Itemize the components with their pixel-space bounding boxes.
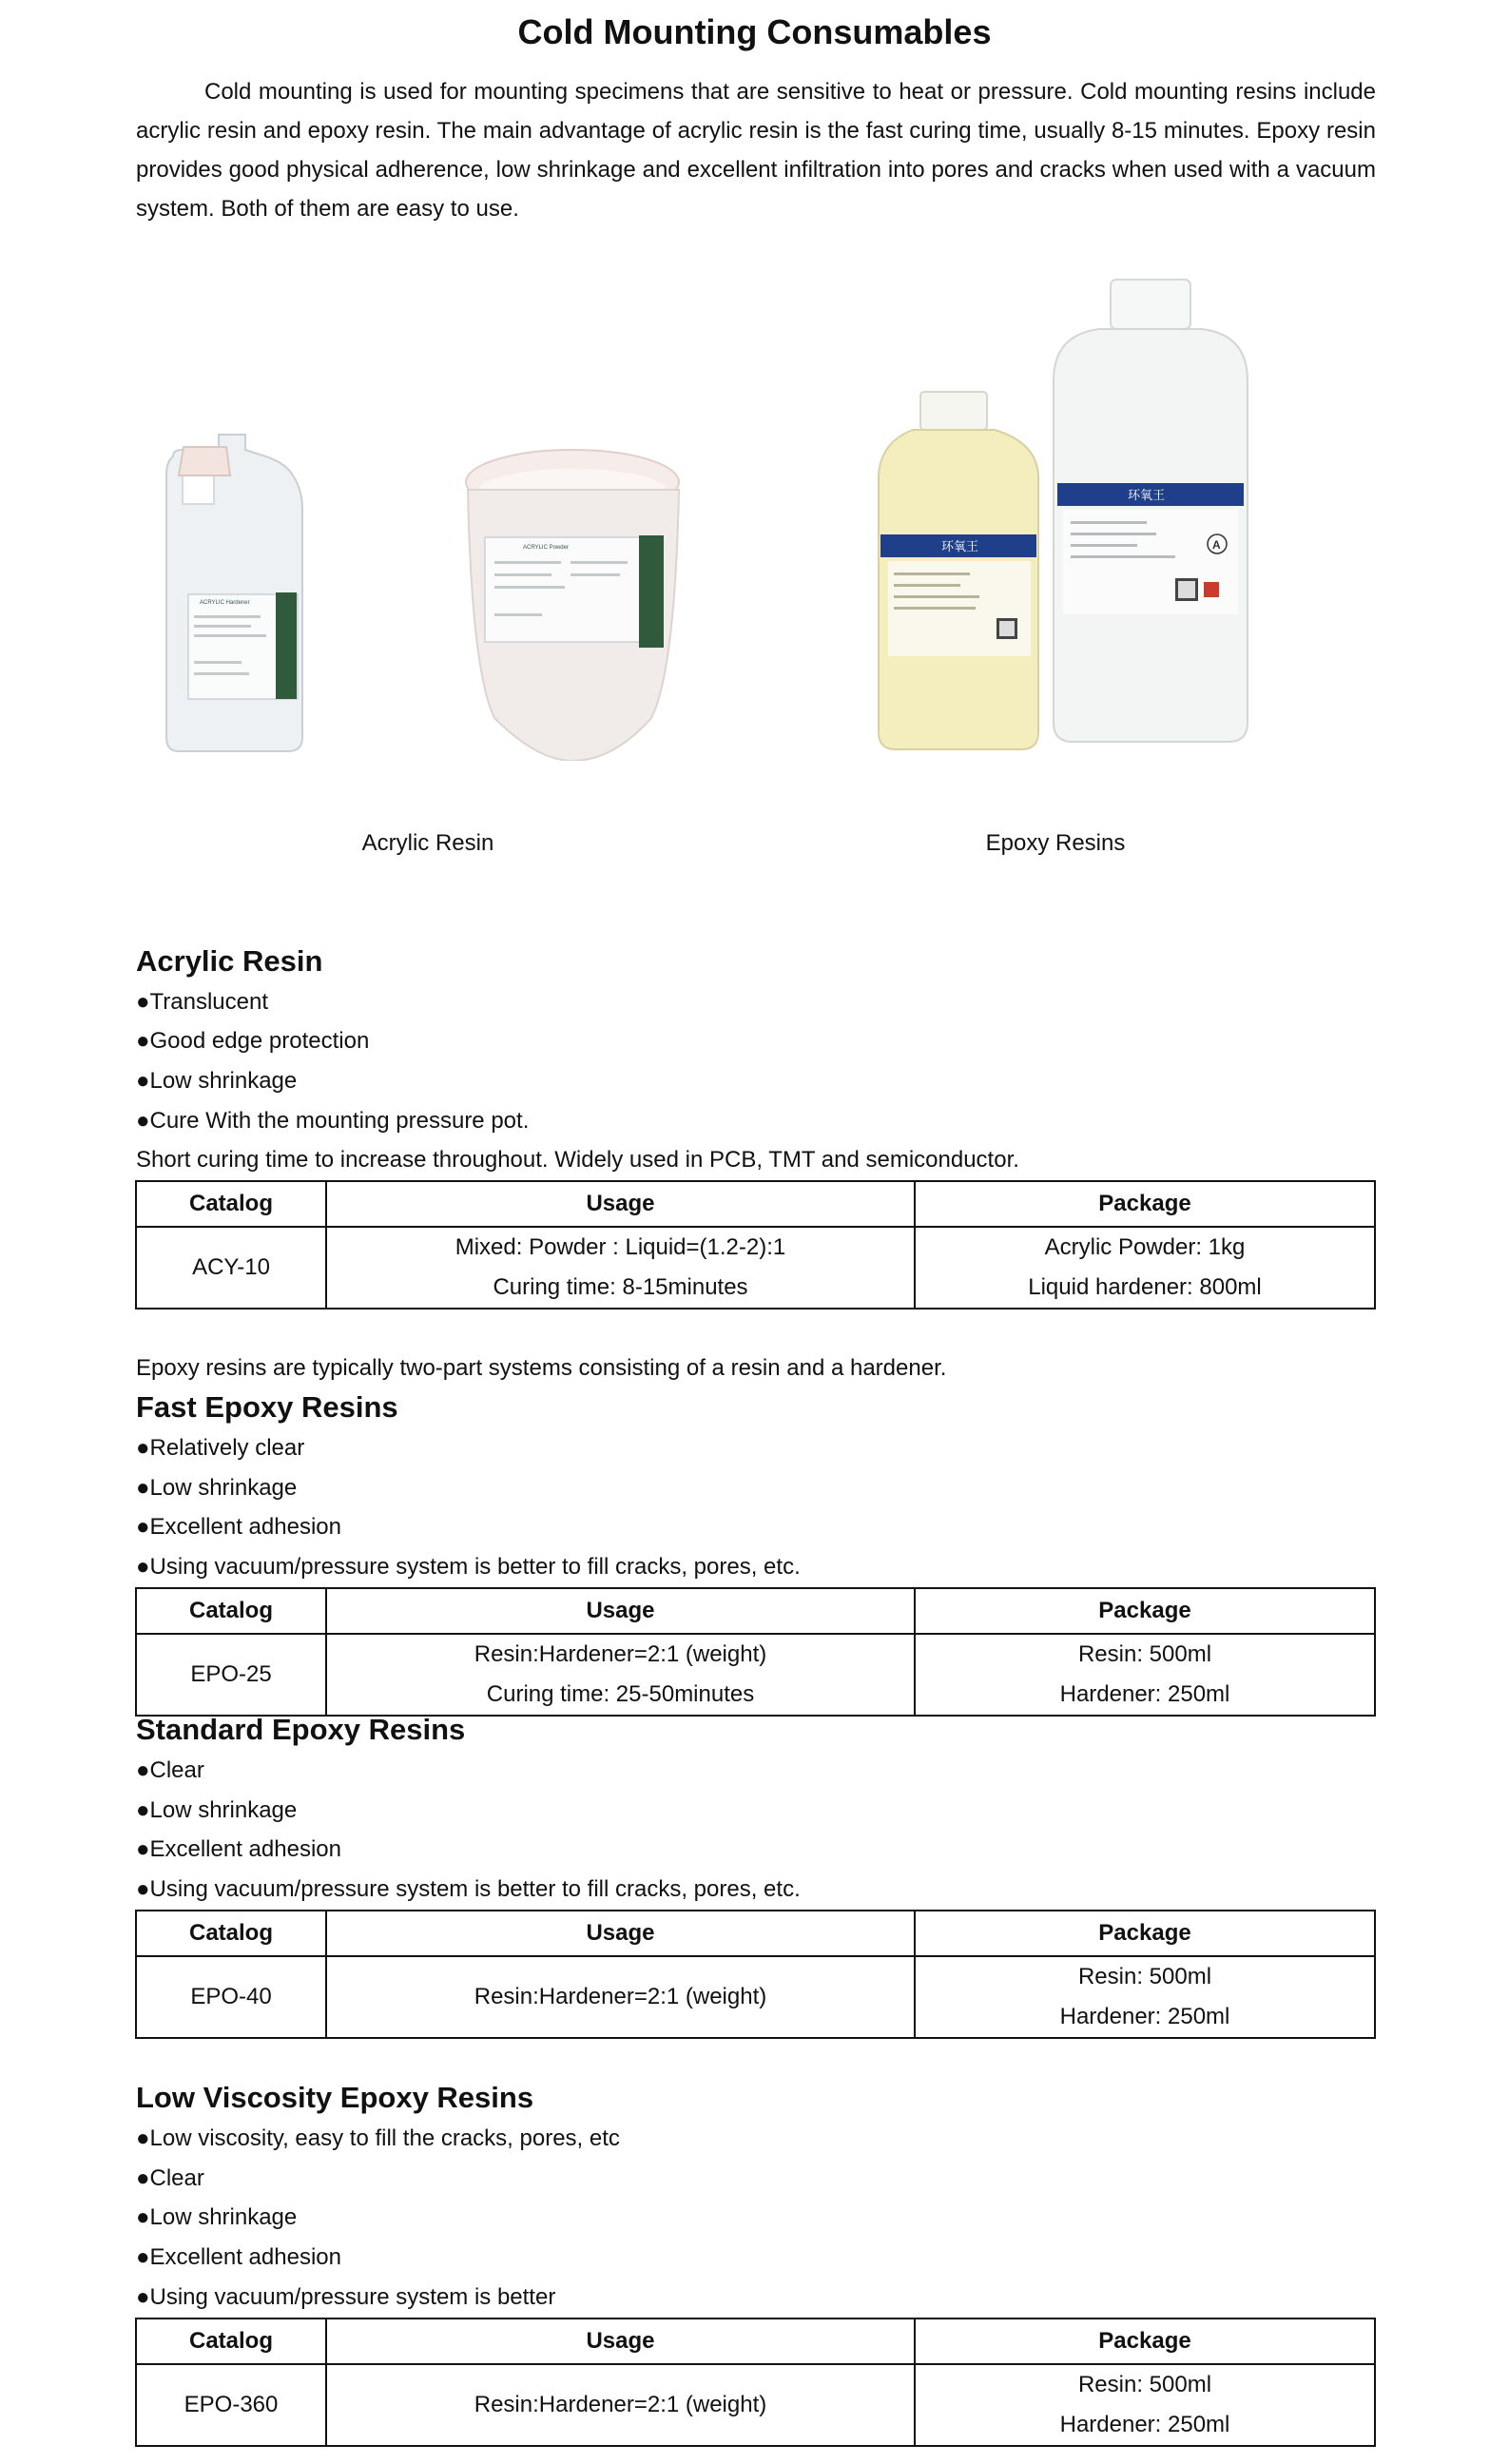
usage-cell <box>326 1227 915 1309</box>
acrylic-hardener-jug <box>166 435 302 751</box>
bullet-item: ●Excellent adhesion <box>136 2244 341 2270</box>
usage-line: Curing time: 25-50minutes <box>486 1681 755 1707</box>
usage-line: Mixed: Powder : Liquid=(1.2-2):1 <box>455 1234 786 1260</box>
usage-header: Usage <box>326 1181 915 1227</box>
catalog-cell <box>136 2364 326 2446</box>
bullet-item: ●Cure With the mounting pressure pot. <box>136 1108 530 1134</box>
package-cell <box>915 2364 1375 2446</box>
package-cell <box>915 1634 1375 1716</box>
package-header: Package <box>915 1181 1375 1227</box>
bullet-item: ●Low shrinkage <box>136 1475 298 1501</box>
fast-epoxy-heading: Fast Epoxy Resins <box>136 1390 398 1424</box>
package-line: Liquid hardener: 800ml <box>1028 1274 1262 1300</box>
package-line: Hardener: 250ml <box>1059 1681 1230 1707</box>
package-line: Hardener: 250ml <box>1059 2004 1230 2029</box>
epoxy-large-bottle <box>1054 280 1248 742</box>
package-header: Package <box>915 1588 1375 1634</box>
catalog-cell <box>136 1634 326 1716</box>
acrylic-note: Short curing time to increase throughout. Widely used in PCB, TMT and semiconductor. <box>136 1147 1019 1173</box>
table-row <box>136 1956 1375 2038</box>
standard-epoxy-heading: Standard Epoxy Resins <box>136 1713 466 1746</box>
usage-line: Resin:Hardener=2:1 (weight) <box>474 1641 767 1667</box>
intro-paragraph: Cold mounting is used for mounting specimens that are sensitive to heat or pressure. Cold mounting resins include acrylic resin and epoxy resin. The main advantage of acrylic resin is the fast curing time, usually 8-15 minutes. Epoxy resin provides good physical adherence, low shrinkage and excellent infiltration into pores and cracks when used with a vacuum system. Both of them are easy to use. <box>136 79 1376 222</box>
package-line: Acrylic Powder: 1kg <box>1044 1234 1246 1260</box>
acrylic-powder-label: ACRYLIC Powder <box>523 545 569 551</box>
bullet-item: ●Low shrinkage <box>136 1068 298 1094</box>
usage-header: Usage <box>326 1588 915 1634</box>
catalog-value: EPO-360 <box>184 2392 279 2417</box>
package-cell <box>915 1227 1375 1309</box>
table-header-row <box>136 1588 1375 1634</box>
catalog-header: Catalog <box>136 2318 326 2364</box>
catalog-header: Catalog <box>136 1588 326 1634</box>
catalog-header: Catalog <box>136 1181 326 1227</box>
bullet-item: ●Low shrinkage <box>136 1797 298 1823</box>
catalog-header: Catalog <box>136 1911 326 1956</box>
usage-cell <box>326 1956 915 2038</box>
bullet-item: ●Clear <box>136 2165 204 2191</box>
package-line: Resin: 500ml <box>1077 1641 1212 1667</box>
package-line: Hardener: 250ml <box>1059 2412 1230 2437</box>
epoxy-large-label: 环氧王 <box>1128 489 1166 503</box>
low-viscosity-epoxy-heading: Low Viscosity Epoxy Resins <box>136 2081 534 2114</box>
bullet-item: ●Clear <box>136 1757 204 1783</box>
table-header-row <box>136 1181 1375 1227</box>
epoxy-resins-caption: Epoxy Resins <box>985 830 1126 856</box>
jug-cap <box>179 447 230 475</box>
catalog-value: EPO-25 <box>190 1661 272 1687</box>
catalog-value: ACY-10 <box>192 1254 270 1280</box>
catalog-cell <box>136 1956 326 2038</box>
bullet-item: ●Using vacuum/pressure system is better to fill cracks, pores, etc. <box>136 1876 801 1902</box>
package-line: Resin: 500ml <box>1077 1964 1212 1989</box>
package-header: Package <box>915 1911 1375 1956</box>
bullet-item: ●Translucent <box>136 989 268 1015</box>
acrylic-resin-heading: Acrylic Resin <box>136 944 323 978</box>
table-header-row <box>136 1911 1375 1956</box>
usage-line: Resin:Hardener=2:1 (weight) <box>474 1984 767 2009</box>
acrylic-resin-photo <box>162 433 704 761</box>
acrylic-spec-table <box>135 1180 1376 1310</box>
bullet-item: ●Good edge protection <box>136 1028 370 1054</box>
epoxy-intro: Epoxy resins are typically two-part systems consisting of a resin and a hardener. <box>136 1355 947 1381</box>
acrylic-powder-bucket <box>466 450 679 761</box>
epoxy-resin-photo <box>875 276 1255 761</box>
catalog-value: EPO-40 <box>190 1984 272 2009</box>
bullet-item: ●Using vacuum/pressure system is better <box>136 2284 556 2310</box>
bullet-item: ●Low viscosity, easy to fill the cracks, pores, etc <box>136 2125 620 2151</box>
package-header: Package <box>915 2318 1375 2364</box>
bullet-item: ●Excellent adhesion <box>136 1514 341 1540</box>
fast-epoxy-spec-table <box>135 1587 1376 1717</box>
table-row <box>136 1227 1375 1309</box>
bullet-item: ●Excellent adhesion <box>136 1836 341 1862</box>
acrylic-resin-caption: Acrylic Resin <box>361 830 494 856</box>
bullet-item: ●Relatively clear <box>136 1435 305 1461</box>
epoxy-small-bottle <box>879 392 1038 749</box>
table-row <box>136 1634 1375 1716</box>
acrylic-hardener-label: ACRYLIC Hardener <box>200 600 250 606</box>
mark-a: A <box>1212 538 1221 552</box>
standard-epoxy-spec-table <box>135 1910 1376 2039</box>
low-viscosity-epoxy-spec-table <box>135 2318 1376 2447</box>
usage-cell <box>326 1634 915 1716</box>
package-cell <box>915 1956 1375 2038</box>
table-header-row <box>136 2318 1375 2364</box>
bullet-item: ●Using vacuum/pressure system is better to fill cracks, pores, etc. <box>136 1554 801 1580</box>
usage-line: Curing time: 8-15minutes <box>493 1274 748 1300</box>
usage-line: Resin:Hardener=2:1 (weight) <box>474 2392 767 2417</box>
package-line: Resin: 500ml <box>1077 2372 1212 2397</box>
bullet-item: ●Low shrinkage <box>136 2204 298 2230</box>
usage-header: Usage <box>326 2318 915 2364</box>
usage-cell <box>326 2364 915 2446</box>
epoxy-small-label: 环氧王 <box>941 540 979 554</box>
page-title: Cold Mounting Consumables <box>517 12 992 51</box>
catalog-cell <box>136 1227 326 1309</box>
table-row <box>136 2364 1375 2446</box>
usage-header: Usage <box>326 1911 915 1956</box>
